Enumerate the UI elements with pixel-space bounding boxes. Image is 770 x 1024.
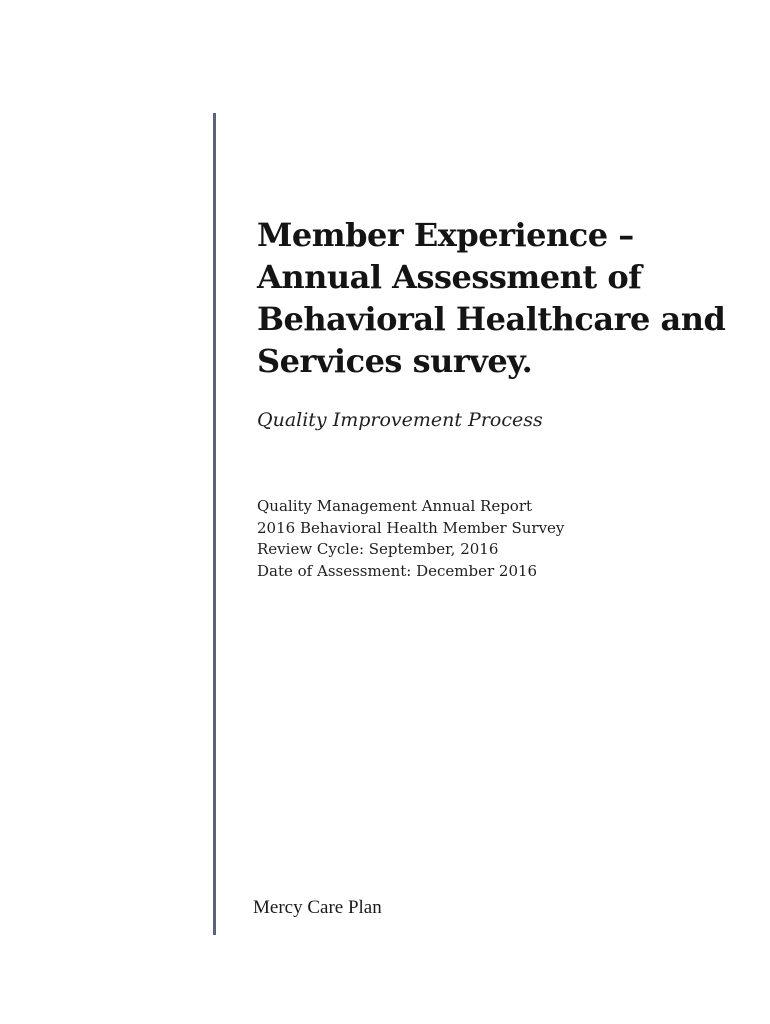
review-cycle: Review Cycle: September, 2016 [257, 540, 499, 558]
document-title [257, 214, 747, 382]
title-line-3: Behavioral Healthcare and [257, 300, 726, 338]
survey-name: 2016 Behavioral Health Member Survey [257, 518, 565, 537]
cover-vertical-rule [213, 113, 216, 935]
organization-name: Mercy Care Plan [253, 897, 382, 918]
assessment-date: Date of Assessment: December 2016 [257, 561, 538, 580]
title-line-1: Member Experience – [257, 216, 634, 254]
report-metadata [257, 496, 564, 582]
title-line-4: Services survey. [257, 342, 533, 380]
report-type: Quality Management Annual Report [257, 497, 533, 515]
title-line-2: Annual Assessment of [257, 258, 642, 296]
document-subtitle: Quality Improvement Process [257, 409, 543, 431]
